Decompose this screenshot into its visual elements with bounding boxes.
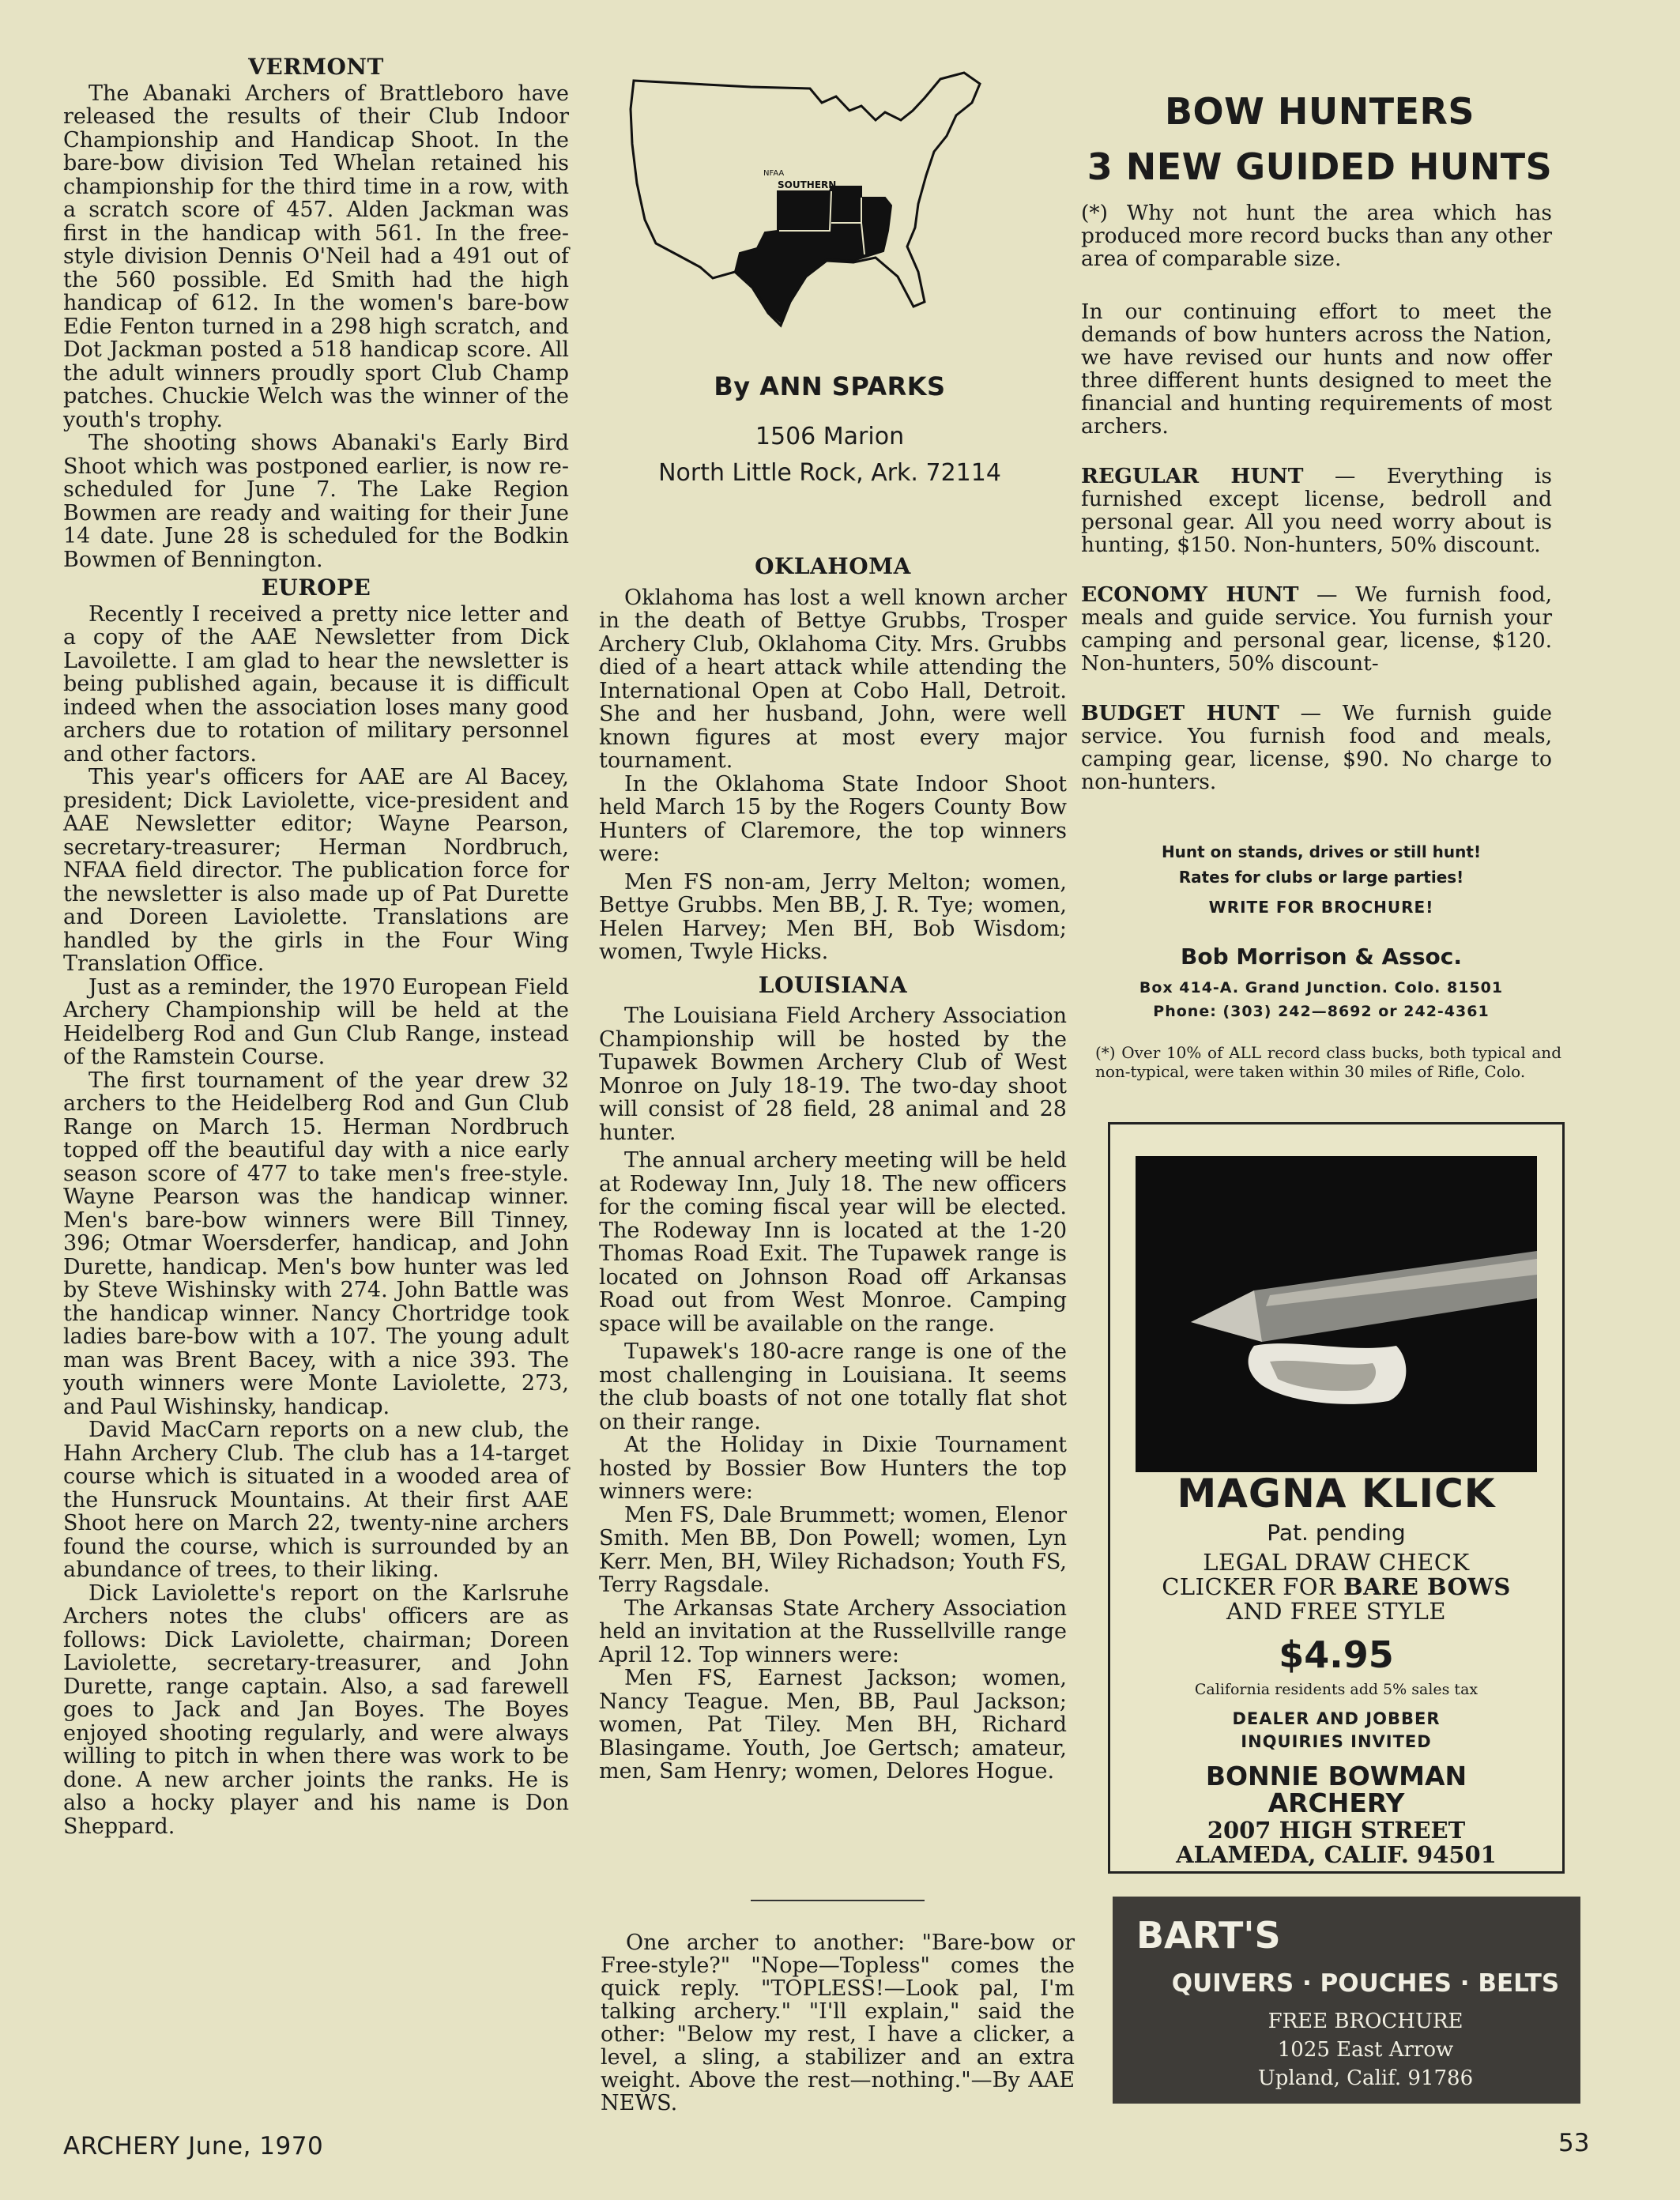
- ad-headline-line1: BOW HUNTERS: [1164, 90, 1475, 133]
- ad-headline-line2: 3 NEW GUIDED HUNTS: [1087, 145, 1553, 188]
- paragraph: The shooting shows Abanaki's Early Bird Shoot which was postponed earlier, is now re-scheduled for June 7. The Lake Region Bowmen are ready and waiting for their June 14 date. June 28 is scheduled for the Bodkin Bowmen of Bennington.: [63, 431, 569, 572]
- ad-barts-street: 1025 East Arrow: [1277, 2038, 1454, 2062]
- ad-dealer-2: INQUIRIES INVITED: [1241, 1732, 1432, 1751]
- ad-phone: Phone: (303) 242—8692 or 242-4361: [1153, 1003, 1490, 1020]
- ad-budget-title: BUDGET HUNT: [1081, 701, 1279, 725]
- paragraph: Tupawek's 180-acre range is one of the most challenging in Louisiana. It seems the club boasts of not one totally flat shot on their range.: [599, 1339, 1067, 1434]
- ad-magna-klick-text: [1110, 1471, 1562, 1867]
- southern-region: [735, 186, 891, 322]
- paragraph: At the Holiday in Dixie Tournament hosted by Bossier Bow Hunters the top winners were:: [599, 1433, 1067, 1504]
- ad-bow-hunters-contact: [1084, 839, 1558, 1023]
- byline: [624, 371, 1035, 492]
- ad-company: Bob Morrison & Assoc.: [1181, 944, 1462, 970]
- page-number: 53: [1558, 2129, 1590, 2157]
- ad-barts-brochure: FREE BROCHURE: [1268, 2010, 1463, 2033]
- ad-company-2: ARCHERY: [1268, 1788, 1405, 1818]
- ad-legal-2: [1110, 1575, 1562, 1599]
- ad-barts-items: QUIVERS · POUCHES · BELTS: [1171, 1969, 1560, 1998]
- ad-legal-3: AND FREE STYLE: [1226, 1598, 1447, 1625]
- us-map-southern-region: [624, 65, 1004, 349]
- clicker-arrow-image: [1136, 1156, 1537, 1472]
- ad-barts-city: Upland, Calif. 91786: [1257, 2066, 1474, 2090]
- paragraph: In the Oklahoma State Indoor Shoot held March 15 by the Rogers County Bow Hunters of Claremore, the top winners were:: [599, 771, 1067, 866]
- column-vermont-europe: [63, 54, 569, 1838]
- footer-publication: ARCHERY June, 1970: [63, 2132, 324, 2160]
- ad-barts-contact: [1160, 2007, 1571, 2093]
- ad-barts-brand: BART'S: [1136, 1914, 1281, 1957]
- author-city: North Little Rock, Ark. 72114: [658, 459, 1001, 487]
- ad-regular-title: REGULAR HUNT: [1081, 464, 1304, 488]
- joke-filler: One archer to another: "Bare-bow or Free-style?" "Nope—Topless" comes the quick reply. "TOPLESS!—Look pal, I'm talking archery." "I'll explain," said the other: "Below my rest, I have a clicker, a level, a sling, a stabilizer and an extra weight. Above the rest—nothing."—By AAE NEWS.: [601, 1931, 1075, 2115]
- author-name: By ANN SPARKS: [714, 371, 946, 401]
- divider: [751, 1900, 925, 1901]
- ad-economy-title: ECONOMY HUNT: [1081, 582, 1299, 607]
- ad-regular-text: — Everything is furnished except license, bedroll and personal gear. All you need worry about is hunting, $150. Non-hunters, 50% discount.: [1081, 464, 1552, 557]
- ad-company-1: BONNIE BOWMAN: [1205, 1761, 1467, 1791]
- ad-barts: [1113, 1897, 1580, 2104]
- ad-price: $4.95: [1279, 1633, 1394, 1676]
- ad-line-stands: Hunt on stands, drives or still hunt!: [1161, 842, 1482, 861]
- ad-intro: (*) Why not hunt the area which has produced more record bucks than any other area of comparable size.: [1081, 201, 1552, 271]
- heading-vermont: VERMONT: [248, 54, 384, 80]
- column-oklahoma-louisiana: [599, 553, 1067, 1784]
- ad-write-brochure: WRITE FOR BROCHURE!: [1208, 898, 1434, 917]
- ad-legal-1: LEGAL DRAW CHECK: [1203, 1549, 1470, 1576]
- ad-line-rates: Rates for clubs or large parties!: [1178, 868, 1464, 887]
- product-photo: [1136, 1156, 1537, 1472]
- ad-magna-klick: [1108, 1122, 1565, 1874]
- paragraph: Dick Laviolette's report on the Karlsruhe Archers notes the clubs' officers are as follows: Dick Laviolette, chairman; Doreen Laviolette, secretary-treasurer, and John Durette, range captain. Also, a sad farewell goes to Jack and Jan Boyes. The Boyes enjoyed shooting regularly, and were always willing to pitch in when there was work to be done. A new archer joints the ranks. He is also a hocky player and his name is Don Sheppard.: [63, 1580, 569, 1839]
- ad-bow-hunters-headline: [1075, 84, 1565, 194]
- ad-budget-hunt: [1081, 702, 1552, 793]
- ad-economy-text: — We furnish food, meals and guide service. You furnish your camping and personal gear, license, $120. Non-hunters, 50% discount-: [1081, 582, 1552, 676]
- author-street: 1506 Marion: [755, 423, 905, 450]
- heading-europe: EUROPE: [261, 574, 371, 601]
- ad-legal-2a: CLICKER FOR: [1162, 1573, 1344, 1600]
- paragraph: Men FS, Dale Brummett; women, Elenor Smith. Men BB, Don Powell; women, Lyn Kerr. Men, BH, Wiley Richadson; Youth FS, Terry Ragsdale.: [599, 1502, 1067, 1597]
- ad-address: Box 414-A. Grand Junction. Colo. 81501: [1139, 979, 1504, 996]
- paragraph: Recently I received a pretty nice letter and a copy of the AAE Newsletter from Dick Lavoilette. I am glad to hear the newsletter is being published again, because it is difficult indeed when the association loses many good archers due to rotation of military personnel and other factors.: [63, 601, 569, 767]
- ad-budget-text: — We furnish guide service. You furnish food and meals, camping gear, license, $90. No charge to non-hunters.: [1081, 701, 1553, 794]
- map-label-southern: SOUTHERN: [778, 179, 837, 190]
- ad-bow-hunters-body: [1081, 202, 1552, 820]
- paragraph: Oklahoma has lost a well known archer in the death of Bettye Grubbs, Trosper Archery Club, Oklahoma City. Mrs. Grubbs died of a heart attack while attending the International Open at Cobo Hall, Detroit. She and her husband, John, were well known figures at most every major tournament.: [599, 585, 1067, 773]
- ad-economy-hunt: [1081, 583, 1552, 675]
- ad-tax: California residents add 5% sales tax: [1194, 1681, 1478, 1698]
- heading-louisiana: LOUISIANA: [758, 971, 908, 998]
- heading-oklahoma: OKLAHOMA: [755, 553, 911, 579]
- paragraph: The Abanaki Archers of Brattleboro have released the results of their Club Indoor Championship and Handicap Shoot. In the bare-bow division Ted Whelan retained his championship for the third time in a row, with a scratch score of 457. Alden Jackman was first in the handicap with 561. In the free-style division Dennis O'Neil had a 491 out of the 560 possible. Ed Smith had the high handicap of 612. In the women's bare-bow Edie Fenton turned in a 298 high scratch, and Dot Jackman posted a 518 handicap score. All the adult winners proudly sport Club Champ patches. Chuckie Welch was the winner of the youth's trophy.: [63, 81, 569, 432]
- ad-legal-2b: BARE BOWS: [1343, 1573, 1511, 1600]
- ad-street: 2007 HIGH STREET: [1207, 1817, 1466, 1844]
- ad-patent: Pat. pending: [1267, 1520, 1406, 1546]
- map-label-nfaa: NFAA: [763, 169, 785, 178]
- ad-regular-hunt: [1081, 465, 1552, 556]
- ad-dealer-1: DEALER AND JOBBER: [1232, 1709, 1441, 1728]
- paragraph: David MacCarn reports on a new club, the Hahn Archery Club. The club has a 14-target course which is situated in a wooded area of the Hunsruck Mountains. At their first AAE Shoot here on March 22, twenty-nine archers found the course, which is surrounded by an abundance of trees, to their liking.: [63, 1418, 569, 1582]
- paragraph: The Arkansas State Archery Association held an invitation at the Russellville range April 12. Top winners were:: [599, 1595, 1067, 1667]
- paragraph: Men FS, Earnest Jackson; women, Nancy Teague. Men, BB, Paul Jackson; women, Pat Tiley. Men BH, Richard Blasingame. Youth, Joe Gertsch; amateur, men, Sam Henry; women, Delores Hogue.: [599, 1666, 1067, 1784]
- paragraph: Men FS non-am, Jerry Melton; women, Bettye Grubbs. Men BB, J. R. Tye; women, Helen Harvey; Men BH, Bob Wisdom; women, Twyle Hicks.: [599, 869, 1067, 964]
- paragraph: This year's officers for AAE are Al Bacey, president; Dick Laviolette, vice-president and AAE Newsletter editor; Wayne Pearson, secretary-treasurer; Herman Nordbruch, NFAA field director. The publication force for the newsletter is also made up of Pat Durette and Doreen Laviolette. Translations are handled by the girls in the Four Wing Translation Office.: [63, 765, 569, 976]
- ad-body: In our continuing effort to meet the demands of bow hunters across the Nation, we have revised our hunts and now offer three different hunts designed to meet the financial and hunting requirements of most archers.: [1081, 299, 1552, 439]
- ad-footnote: (*) Over 10% of ALL record class bucks, both typical and non-typical, were taken within 30 miles of Rifle, Colo.: [1095, 1043, 1561, 1081]
- paragraph: The Louisiana Field Archery Association Championship will be hosted by the Tupawek Bowmen Archery Club of West Monroe on July 18-19. The two-day shoot will consist of 28 field, 28 animal and 28 hunter.: [599, 1004, 1067, 1145]
- paragraph: Just as a reminder, the 1970 European Field Archery Championship will be held at the Heidelberg Rod and Gun Club Range, instead of the Ramstein Course.: [63, 974, 569, 1069]
- ad-city: ALAMEDA, CALIF. 94501: [1176, 1841, 1497, 1868]
- paragraph: The first tournament of the year drew 32 archers to the Heidelberg Rod and Gun Club Range on March 15. Herman Nordbruch topped off the beautiful day with a nice early season score of 477 to take men's free-style. Wayne Pearson was the handicap winner. Men's bare-bow winners were Bill Tinney, 396; Otmar Woersderfer, handicap, and John Durette, handicap. Men's bow hunter was led by Steve Wishinsky with 274. John Battle was the handicap winner. Nancy Chortridge took ladies bare-bow with a 107. The young adult man was Brent Bacey, with a nice 393. The youth winners were Monte Laviolette, 273, and Paul Wishinsky, handicap.: [63, 1068, 569, 1419]
- ad-brand: MAGNA KLICK: [1177, 1471, 1496, 1516]
- paragraph: The annual archery meeting will be held at Rodeway Inn, July 18. The new officers for the coming fiscal year will be elected. The Rodeway Inn is located at the 1-20 Thomas Road Exit. The Tupawek range is located on Johnson Road off Arkansas Road out from West Monroe. Camping space will be available on the range.: [599, 1148, 1067, 1336]
